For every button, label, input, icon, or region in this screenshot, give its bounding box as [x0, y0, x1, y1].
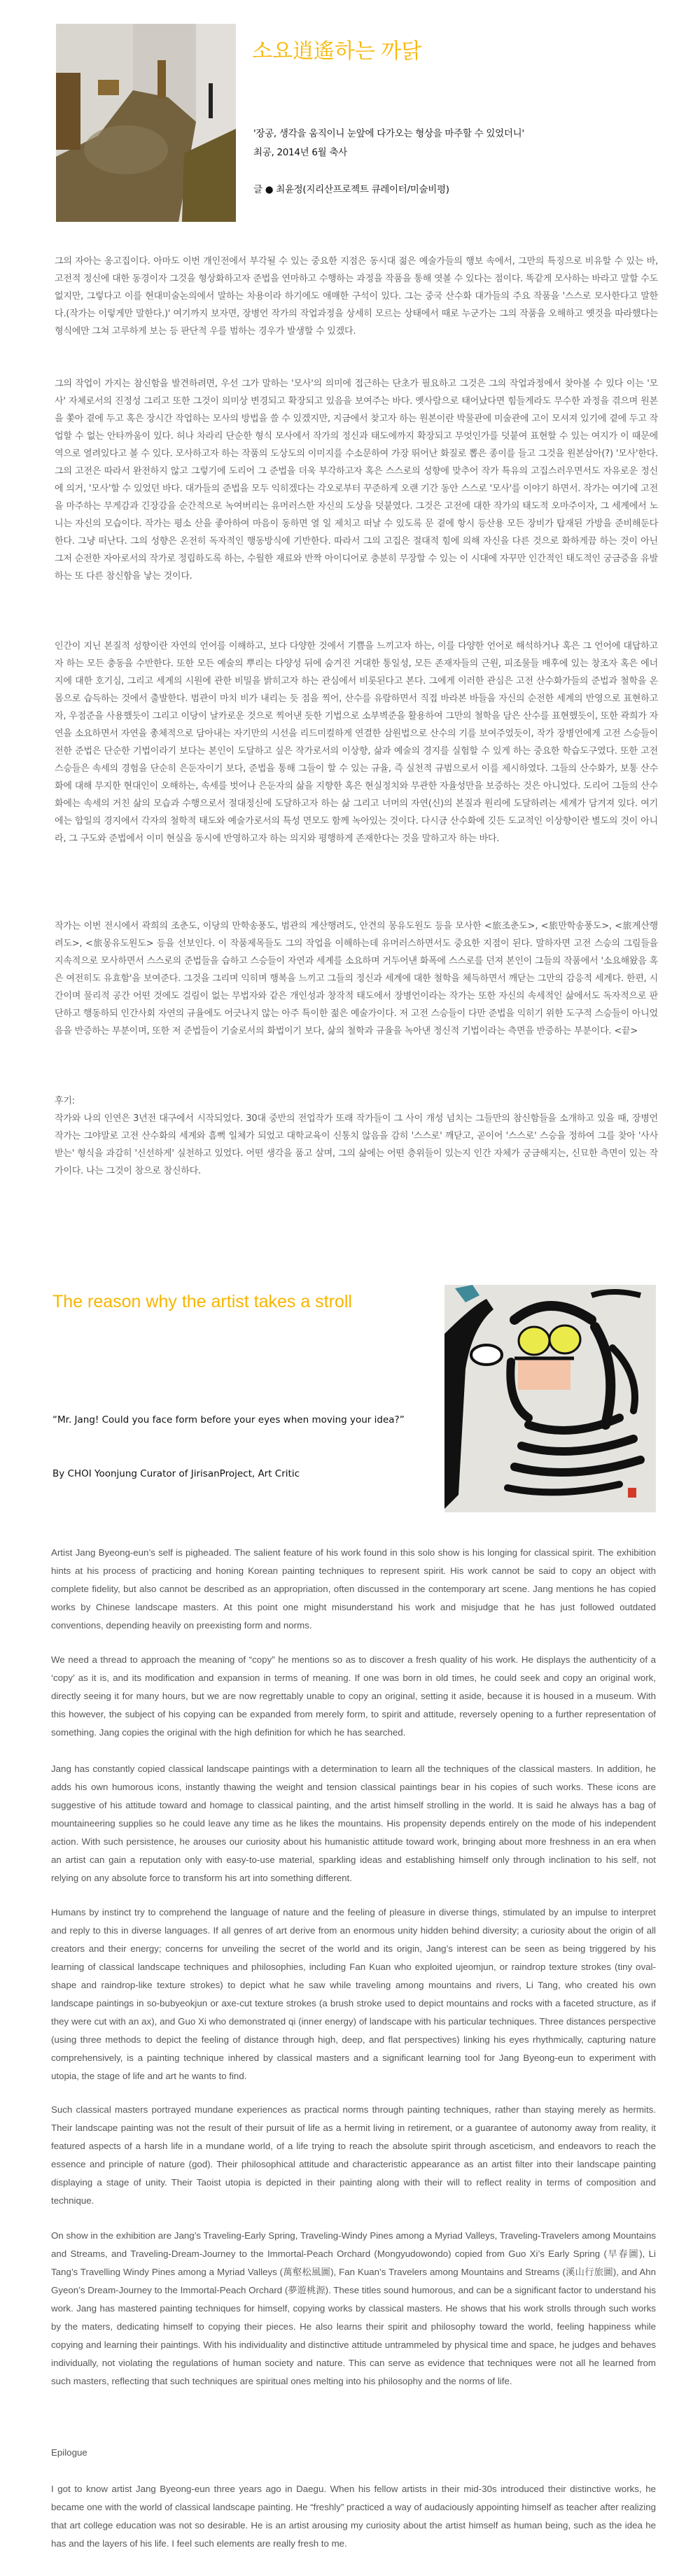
english-byline: By CHOI Yoonjung Curator of JirisanProject, Art Critic	[52, 1468, 300, 1479]
korean-paragraph: 그의 자아는 옹고집이다. 아마도 이번 개인전에서 부각될 수 있는 중요한 지점은 동시대 젊은 예술가들의 행보 속에서, 그만의 특징으로 비유할 수 있는 바, 고전적 정신에 대한 동경이자 그것을 형상화하고자 준법을 연마하고 수행하는 과정을 작품을 통해 엿볼 수 있다는 점이다. 똑같게 모사하는 바라고 말할 수도 없지만, 그렇다고 이를 현대미술논의에서 말하는 차용이라 하기에도 애매한 구석이 있다. 그는 중국 산수화 대가들의 주요 작품을 '스스로 모사한다고 말한다.(작가는 이렇게만 말한다.)' 여기까지 보자면, 장병언 작가의 작업과정을 상세히 모르는 상태에서 때로 누군가는 그의 작품을 오해하고 옛것을 따라했다는 형식에만 그쳐 고루하게 보는 등 판단적 우를 범하는 경우가 발생할 수 있겠다.	[55, 256, 658, 337]
english-quote: “Mr. Jang! Could you face form before your eyes when moving your idea?”	[52, 1414, 405, 1426]
gallery-installation-photo	[56, 24, 236, 222]
korean-paragraph: 인간이 지닌 본질적 성향이란 자연의 언어를 이해하고, 보다 다양한 것에서 기쁨을 느끼고자 하는, 이를 다양한 언어로 해석하거나 혹은 그 언어에 대답하고자 하는 모든 충동을 수반한다. 또한 모든 예술의 뿌리는 다양성 뒤에 숨겨진 거대한 통일성, 모든 존재자들의 근원, 피조물들 배후에 있는 창조자 혹은 에너지에 대한 호기심, 그리고 세계의 시원에 관한 비밀을 밝히고자 하는 관심에서 비롯된다고 본다. 그에게 이러한 관심은 고전 산수화가들의 준법과 철학을 온몸으로 습득하는 것에서 출발한다. 범관이 마치 비가 내리는 듯 점을 찍어, 산수를 유람하면서 직접 바라본 바들을 자신의 순전한 세계의 반영으로 표현하고자, 우점준을 사용했듯이 그리고 이당이 날카로운 것으로 찍어낸 듯한 기법으로 소부벽준을 활용하여 그만의 철학을 담은 산수를 표현했듯이, 또한 곽희가 자연을 소요하면서 자연을 총체적으로 담아내는 자기만의 시선을 리드미컬하게 연결한 삼원법으로 산수의 기를 보여주었듯이, 작가 장병언에게 고전 스승들이 전한 준법은 단순한 기법이라기 보다는 본인이 도달하고 싶은 작가로서의 이상향, 삶과 예술의 경지를 실험할 수 있게 하는 중요한 학습도구였다. 또한 고전스승들은 속세의 경험을 단순히 은둔자이기 보다, 준법을 통해 그들이 할 수 있는 규율, 즉 실천적 규범으로서 이를 제시하였다. 그들의 산수화가, 보통 산수화에 대해 무지한 현대인이 오해하는, 속세를 벗어나 은둔자의 삶을 지향한 혹은 현실정치와 무관한 자율성만을 보증하는 것은 아니었다. 도리어 그들의 산수화에는 속세의 거친 삶의 모습과 수행으로서 절대정신에 도달하고자 하는 삶 그리고 너머의 자연(신)의 본질과 원리에 도달하려는 세계가 담겨져 있다. 여기에는 합일의 경지에서 각자의 철학적 태도와 예술가로서의 특성 면모도 함께 녹아있는 것이다. 다시금 산수화에 깃든 도교적인 이상향이란 별도의 것이 아니라, 그 구도와 준법에서 이미 현실을 동시에 반영하고자 하는 의지와 평행하게 존재한다는 것을 말하고자 하는 바다.	[55, 641, 658, 844]
english-paragraph: Humans by instinct try to comprehend the language of nature and the feeling of pleasure in diverse things, stimulated by an impulse to interpret and reply to this in diverse languages. If all genres of art derive from an enormous unity hidden behind diversity; a curiosity about the origin of all creators and their energy; concerns for unveiling the secret of the world and its origin, Jang’s interest can be seen as being triggered by his learning of classical landscape techniques and philosophies, including Fan Kuan who exploited ujeomjun, or raindrop texture strokes (tiny oval-shape and raindrop-like texture strokes) to depict what he saw while traveling among mountains and rivers, Li Tang, who created his own landscape paintings in so-bubyeokjun or axe-cut texture strokes (a brush stroke used to depict mountains and rocks with a faceted structure, as if they were cut with an ax), and Guo Xi who demonstrated qi (inner energy) of landscape with his particular techniques. Three distances perspective (using three methods to depict the feeling of distance through high, deep, and flat perspectives) linking his eyes rhythmically, capturing nature comprehensively, is a painting technique inhered by classical masters and a significant learning tool for Jang Byeong-eun to experiment with utopia, the stage of life and art he wants to find.	[51, 1907, 656, 2081]
english-epilogue-label: Epilogue	[51, 2447, 88, 2458]
english-paragraph: Such classical masters portrayed mundane experiences as practical norms through painting techniques, rather than staying merely as hermits. Their landscape painting was not the result of their pursuit of life as a hermit living in retirement, or a guarantee of autonomy away from reality, it featured aspects of a harsh life in a mundane world, of a life trying to reach the absolute spirit through asceticism, and endeavors to reach the essence and principle of nature (god). Their philosophical attitude and characteristic appearance as an artist filter into their landscape painting displaying a stage of unity. Their Taoist utopia is depicted in their painting along with their will to reflect reality in terms of composition and technique.	[51, 2104, 656, 2206]
korean-dedication: 최공, 2014년 6월 축사	[253, 147, 347, 158]
korean-quote: '장공, 생각을 움직이니 눈앞에 다가오는 형상을 마주할 수 있었더니'	[253, 128, 524, 139]
korean-paragraph: 작가는 이번 전시에서 곽희의 조춘도, 이당의 만학송풍도, 범관의 계산행려도, 안견의 몽유도원도 등을 모사한 <旅조춘도>, <旅만학송풍도>, <旅계산행려도>, <旅몽유도원도> 등을 선보인다. 이 작품제목들도 그의 작업을 이해하는데 유머러스하면서도 중요한 지점이 된다. 말하자면 고전 스승의 그림들을 지속적으로 모사하면서 스스로의 준법들을 습하고 스승들이 자연과 세계를 소요하며 거두어낸 화폭에 스스로를 던져 본인이 그들의 작품에서 '소요해왔음 혹은 여전히도 유효함'을 보여준다. 그것을 그리며 익히며 행복을 느끼고 그들의 정신과 세계에 대한 철학을 체득하면서 깨닫는 그만의 감응적 세계다. 한편, 시간이며 물리적 공간 어떤 것에도 걸림이 없는 무법자와 같은 개인성과 창작적 태도에서 장병언이라는 작가는 또한 자신의 속세적인 삶에서도 독자적으로 판단하고 행동하되 인간사회 자연의 규율에도 어긋나지 않는 아주 특이한 젊은 예술가이다. 저 고전 스승들이 다만 준법을 익히기 위한 도구적 스승들이 아니었음을 반증하는 부분이며, 또한 저 준법들이 기술로서의 화법이기 보다, 삶의 철학과 규율을 녹아낸 정신적 기법이라는 측면을 반증하는 부분이다. <끝>	[55, 921, 658, 1036]
korean-paragraph: 그의 작업이 가지는 참신함을 발견하려면, 우선 그가 말하는 '모사'의 의미에 접근하는 단초가 필요하고 그것은 그의 작업과정에서 찾아볼 수 있다 이는 '모사' 자체로서의 진정성 그리고 또한 그것이 의미상 변경되고 확장되고 있음을 보여주는 바다. 옛사람으로 태어났다면 힘들게라도 무수한 과정을 겪으며 원본을 쫓아 곁에 두고 혹은 장시간 작업하는 모사의 방법을 쓸 수 있겠지만, 지금에서 찾고자 하는 원본이란 박물관에 미술관에 고이 모셔져 있기에 곁에 두고 작업할 수 없는 안타까움이 있다. 허나 차라리 단순한 형식 모사에서 작가의 정신과 태도에까지 확장되고 무엇인가를 덧붙여 표현할 수 있는 여지가 이 때문에 역으로 열려있다고 볼 수 있다. 모사하고자 하는 작품의 도상도의 이미지를 수소문하여 가장 뛰어난 화질로 뽑은 종이를 들고 그것을 원본삼아(?) '모사'한다. 그의 고전은 따라서 완전하지 않고 그렇기에 도리어 그 준법을 더욱 부각하고자 혹은 스스로의 성향에 맞추어 작가 특유의 고집스러우면서도 자유로운 정신에 의거, '모사'할 수 있었던 바다. 대가들의 준법을 모두 익히겠다는 각오로부터 꾸준하게 오랜 기간 동안 스스로 '모사'를 이야기 하면서. 작가는 여기에 고전을 마주하는 무게감과 긴장감을 순간적으로 녹여버리는 유머러스한 자신의 도상을 덧붙였다. 그것은 고전에 대한 작가의 태도적 오마주이자, 그 세계에서 노니는 자신의 모습이다. 작가는 평소 산을 좋아하여 마음이 동하면 열 일 제치고 떠날 수 있도록 문 곁에 항시 등산용 모든 장비가 탑재된 가방을 준비해둔다 한다. 그냥 떠난다. 그의 성향은 온전히 독자적인 행동방식에 기반한다. 따라서 그의 고집은 절대적 힘에 의해 자신을 다른 것으로 화하게끔 하는 것이 아닌 그저 순전한 자아로서의 작가로 정립하도록 하는, 수월한 재료와 반짝 아이디어로 충분히 무장할 수 있는 이 시대에 자꾸만 인간적인 태도적인 궁금증을 유발하는 또 다른 참신함을 낳는 것이다.	[55, 379, 658, 582]
korean-epilogue-text: 작가와 나의 인연은 3년전 대구에서 시작되었다. 30대 중반의 전업작가 또래 작가들이 그 사이 개성 넘치는 그들만의 참신함들을 소개하고 있을 때, 장병언 작가는 그야말로 고전 산수화의 세계와 흠뻑 일체가 되었고 대학교육이 신통치 않음을 감히 '스스로' 깨닫고, 곧이어 '스스로' 스승을 정하여 그를 찾아 '사사받는' 형식을 과감히 '신선하게' 실천하고 있었다. 어떤 생각을 품고 살며, 그의 삶에는 어떤 층위들이 있는지 인간 자체가 궁금해지는, 신묘한 측면이 있는 작가이다. 나는 그것이 참으로 참신하다.	[55, 1113, 658, 1176]
korean-author: 글 ● 최윤정(지리산프로젝트 큐레이터/미술비평)	[253, 184, 449, 195]
korean-epilogue-label: 후기:	[55, 1096, 75, 1106]
english-article-title: The reason why the artist takes a stroll	[52, 1292, 352, 1311]
english-paragraph: We need a thread to approach the meaning of “copy” he mentions so as to discover a fresh quality of his work. He displays the authenticity of a ‘copy’ as it is, and its modification and expansion in terms of meaning. If one was born in old times, he could seek and copy an original work, directly seeing it for many hours, but we are now regrettably unable to copy an original, setting it aside, because it is housed in a museum. With this however, the subject of his copying can be expanded from merely form, to spirit and attitude, reversely opening to a further representation of something. Jang copies the original with the high definition for which he has searched.	[51, 1654, 656, 1738]
english-epilogue-text: I got to know artist Jang Byeong-eun three years ago in Daegu. When his fellow artists in their mid-30s introduced their distinctive works, he became one with the world of classical landscape painting. He “freshly” practiced a way of audaciously appointing himself as teacher after realizing that art college education was not so desirable. He is an artist arousing my curiosity about the artist himself as human being, such as the idea he has and the layers of his life. I feel such elements are really fresh to me.	[51, 2484, 656, 2549]
tiger-painting-image	[444, 1285, 656, 1512]
english-paragraph: On show in the exhibition are Jang’s Traveling-Early Spring, Traveling-Windy Pines among a Myriad Valleys, Traveling-Travelers among Mountains and Streams, and Traveling-Dream-Journey to the Immortal-Peach Orchard (Mongyudowondo) copied from Guo Xi’s Early Spring (早春圖), Li Tang’s Travelling Windy Pines among a Myriad Valleys (萬壑松風圖), Fan Kuan’s Travelers among Mountains and Streams (溪山行旅圖), and Ahn Gyeon’s Dream-Journey to the Immortal-Peach Orchard (夢遊桃源). These titles sound humorous, and can be a significant factor to understand his work. Jang has mastered painting techniques for himself, copying works by classical masters. He shows that his work strolls through such works by the maters, dedicating himself to copying their pieces. He also learns their spirit and philosophy toward the world, feeling happiness while copying and learning their paintings. With his individuality and distinctive attitude untrammeled by physical time and space, he judges and behaves individually, not violating the regulations of human society and nature. This can serve as evidence that techniques were not all he learned from such masters, reflecting that such techniques are spiritual ones melting into his philosophy and the norms of life.	[51, 2230, 656, 2386]
english-paragraph: Artist Jang Byeong-eun’s self is pigheaded. The salient feature of his work found in this solo show is his longing for classical spirit. The exhibition hints at his process of practicing and honing Korean painting techniques to represent spirit. His work cannot be said to copy an object with complete fidelity, but also cannot be described as an appropriation, often discussed in the contemporary art scene. Jang mentions he has copied works by Chinese landscape masters. At this point one might misunderstand his work and misjudge that he has just followed outdated conventions, depending heavily on preexisting form and norms.	[51, 1547, 656, 1631]
korean-article-title: 소요逍遙하는 까닭	[252, 40, 422, 63]
english-paragraph: Jang has constantly copied classical landscape paintings with a determination to learn all the techniques of the classical masters. In addition, he adds his own humorous icons, instantly thawing the weight and tension classical paintings bear in his copies of such works. These icons are suggestive of his attitude toward and homage to classical painting, and the artist himself strolling in the world. It is said he always has a bag of mountaineering supplies so he could leave any time as he likes the mountains. His propensity depends entirely on the mode of his independent action. With such persistence, he arouses our curiosity about his humanistic attitude toward work, bringing about more freshness in an era when an artist can gain a reputation only with easy-to-use material, sparkling ideas and establishing himself only through inclination to his self, not relying on any absolute force to transform his art into something different.	[51, 1764, 656, 1883]
